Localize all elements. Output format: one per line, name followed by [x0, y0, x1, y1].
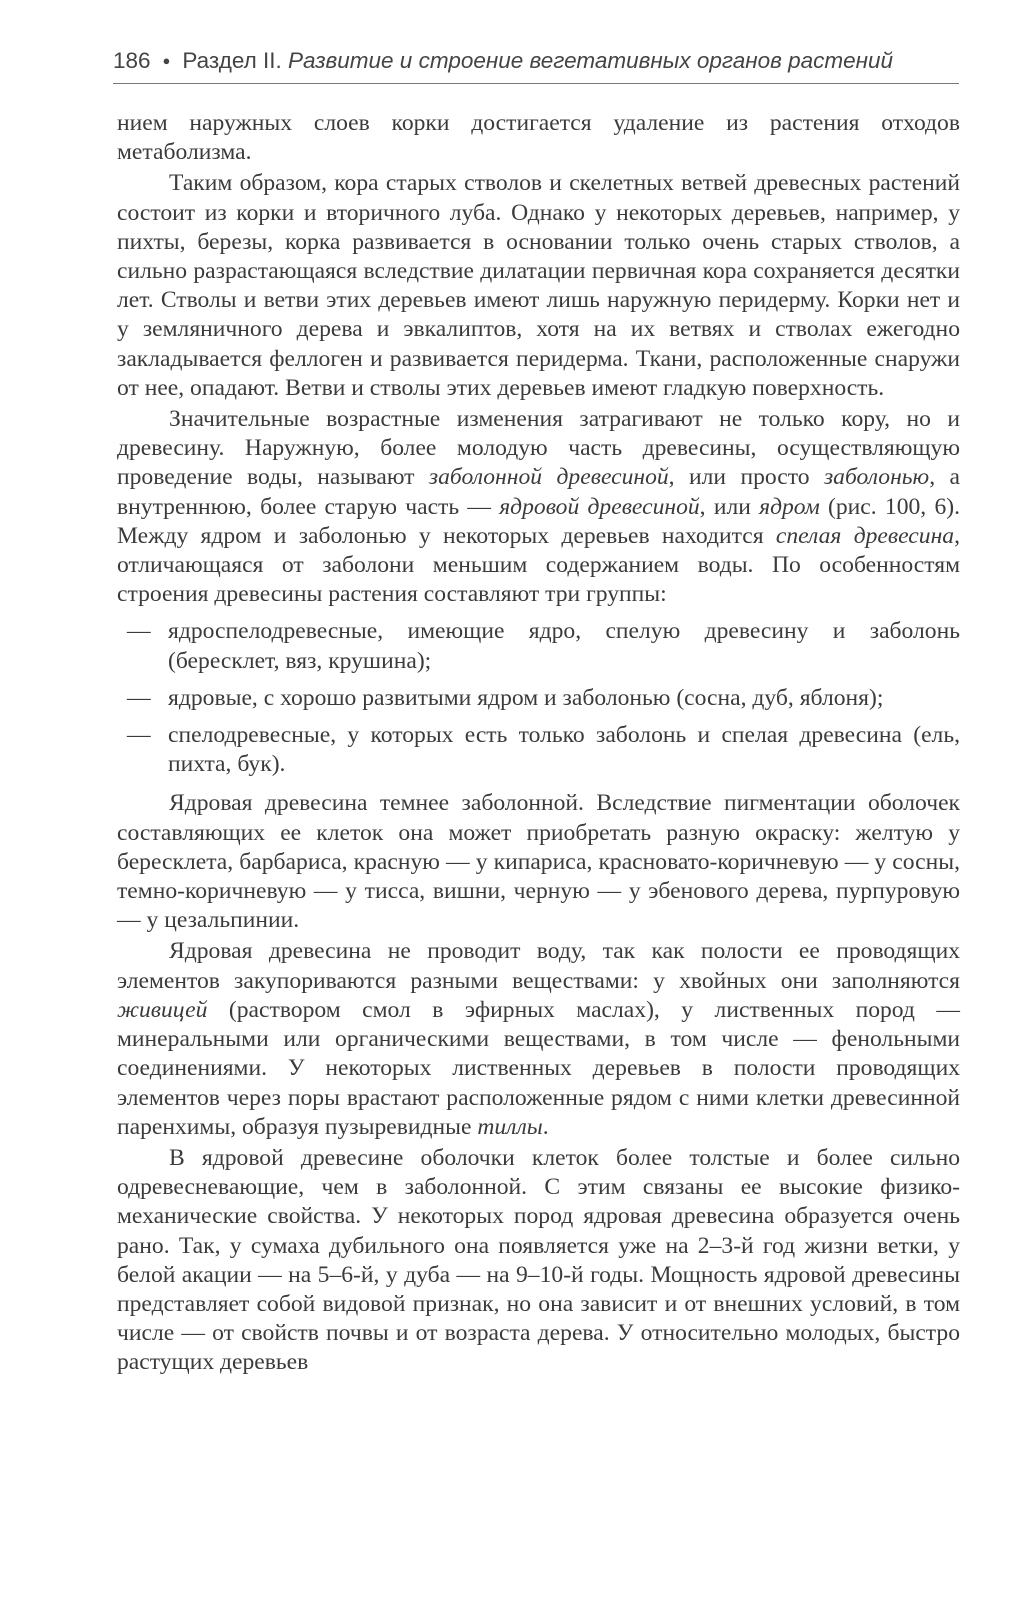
body-text	[117, 109, 960, 1378]
dash-marker: —	[127, 722, 151, 749]
term-sapwood-short: заболонью	[823, 464, 930, 491]
bullet-icon: ●	[162, 53, 171, 68]
list-item: — ядроспелодревесные, имеющие ядро, спелую древесину и заболонь (бересклет, вяз, крушина);	[127, 618, 960, 674]
paragraph-heartwood-properties: В ядровой древесине оболочки клеток более толстые и более сильно одревесневающие, чем в заболонной. С этим связаны ее высокие физико-механические свойства. У некоторых пород ядровая древесина образуется очень рано. Так, у сумаха дубильного она появляется уже на 2–3-й год жизни ветки, у белой акации — на 5–6-й, у дуба — на 9–10-й годы. Мощность ядровой древесины представляет собой видовой признак, но она зависит и от внешних условий, в том числе — от свойств почвы и от возраста дерева. У относительно молодых, быстро растущих деревьев	[117, 1144, 960, 1376]
paragraph-heartwood-color: Ядровая древесина темнее заболонной. Вследствие пигментации оболочек составляющих ее клеток она может приобретать разную окраску: желтую у бересклета, барбариса, красную — у кипариса, красновато-коричневую — у сосны, темно-коричневую — у тисса, вишни, черную — у эбенового дерева, пурпуровую — у цезальпинии.	[117, 790, 960, 934]
term-resin: живицей	[117, 996, 208, 1023]
chapter-title: Развитие и строение вегетативных органов растений	[288, 48, 894, 73]
dash-marker: —	[127, 618, 151, 645]
paragraph-bark-composition: Таким образом, кора старых стволов и скелетных ветвей древесных растений состоит из корки и вторичного луба. Однако у некоторых деревьев, например, у пихты, березы, корка развивается в основании только очень старых стволов, а сильно разрастающаяся вследствие дилатации первичная кора сохраняется десятки лет. Стволы и ветви этих деревьев имеют лишь наружную перидерму. Корки нет и у земляничного дерева и эвкалиптов, хотя на их ветвях и стволах ежегодно закладывается феллоген и развивается перидерма. Ткани, расположенные снаружи от нее, опадают. Ветви и стволы этих деревьев имеют гладкую поверхность.	[117, 170, 960, 401]
list-item: — спелодревесные, у которых есть только заболонь и спелая древесина (ель, пихта, бук).	[127, 722, 960, 778]
running-header	[113, 48, 958, 74]
dash-marker: —	[127, 684, 151, 711]
paragraph-wood-zones: Значительные возрастные изменения затрагивают не только кору, но и древесину. Наружную, более молодую часть древесины, осуществляющую проведение воды, называют заболонной древесиной, или просто заболонью, а внутреннюю, более старую часть — ядровой древесиной, или ядром (рис. 100, 6). Между ядром и заболонью у некоторых деревьев находится спелая древесина, отличающаяся от заболони меньшим содержанием воды. По особенностям строения древесины растения составляют три группы:	[117, 406, 961, 608]
term-sapwood: заболонной древесиной	[428, 464, 669, 491]
page-number: 186	[113, 48, 151, 73]
term-tyloses: тиллы	[477, 1113, 543, 1140]
paragraph-continued: нием наружных слоев корки достигается удаление из растения отходов метаболизма.	[117, 110, 960, 166]
header-rule	[113, 83, 959, 84]
paragraph-heartwood-conduction: Ядровая древесина не проводит воду, так как полости ее проводящих элементов закупориваются разными веществами: у хвойных они заполняются живицей (раствором смол в эфирных маслах), у лиственных пород — минеральными или органическими веществами, в том числе — фенольными соединениями. У некоторых лиственных деревьев в полости проводящих элементов через поры врастают расположенные рядом с ними клетки древесинной паренхимы, образуя пузыревидные тиллы.	[117, 938, 960, 1140]
wood-groups-list	[117, 617, 960, 779]
term-ripe-wood: спелая древесина	[775, 522, 955, 549]
term-heartwood: ядровой древесиной	[499, 493, 700, 520]
section-label: Раздел II.	[182, 48, 282, 73]
term-heart: ядром	[759, 493, 820, 520]
list-item: — ядровые, с хорошо развитыми ядром и заболонью (сосна, дуб, яблоня);	[117, 684, 960, 713]
